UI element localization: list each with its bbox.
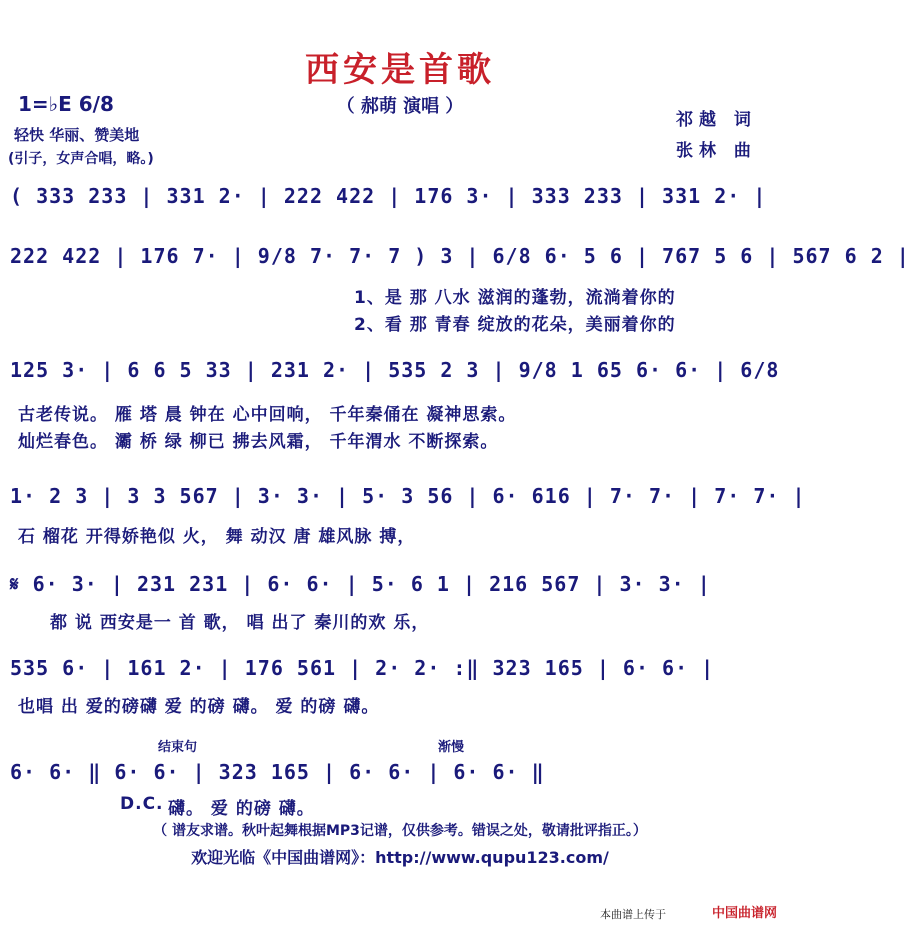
lyrics-row-4: 石 榴花 开得娇艳似 火， 舞 动汉 唐 雄风脉 搏， xyxy=(18,527,416,547)
intro-note: (引子，女声合唱，略。) xyxy=(8,151,154,167)
ritardando-mark: 渐慢 xyxy=(438,740,465,755)
upload-note: 本曲谱上传于 xyxy=(600,908,666,921)
notation-row-5: 𝄋 6· 3· | 231 231 | 6· 6· | 5· 6 1 | 216 567 | 3· 3· | xyxy=(10,572,711,596)
dc-mark: D.C. xyxy=(120,794,164,814)
end-phrase-mark: 结束句 xyxy=(158,740,198,755)
lyricist-credit: 祁越 词 xyxy=(676,110,757,130)
page-title: 西安是首歌 xyxy=(305,50,495,90)
lyrics-row-6: 也唱 出 爱的磅礴 爱 的磅 礴。 爱 的磅 礴。 xyxy=(18,697,380,717)
key-signature: 1=♭E 6/8 xyxy=(18,92,114,116)
notation-row-7: 6· 6· ‖ 6· 6· | 323 165 | 6· 6· | 6· 6· ‖ xyxy=(10,760,545,784)
notation-row-2: 222 422 | 176 7· | 9/8 7· 7· 7 ) 3 | 6/8 6· 5 6 | 767 5 6 | 567 6 2 | xyxy=(10,244,910,268)
composer-credit: 张林 曲 xyxy=(676,141,757,161)
welcome-link[interactable]: 欢迎光临《中国曲谱网》：http://www.qupu123.com/ xyxy=(191,848,609,867)
lyrics-row-7: 礴。 爱 的磅 礴。 xyxy=(168,799,315,819)
lyrics-row-2-verse-1: 1、是 那 八水 滋润的蓬勃，流淌着你的 xyxy=(354,288,676,308)
notation-row-1: ( 333 233 | 331 2· | 222 422 | 176 3· | 333 233 | 331 2· | xyxy=(10,184,767,208)
lyrics-row-3-verse-2: 灿烂春色。 灞 桥 绿 柳已 拂去风霜， 千年渭水 不断探索。 xyxy=(18,432,499,452)
lyrics-row-2-verse-2: 2、看 那 青春 绽放的花朵，美丽着你的 xyxy=(354,315,676,335)
tempo-marking: 轻快 华丽、赞美地 xyxy=(14,126,140,144)
notation-row-3: 125 3· | 6 6 5 33 | 231 2· | 535 2 3 | 9/8 1 65 6· 6· | 6/8 xyxy=(10,358,780,382)
site-logo[interactable]: 中国曲谱网 xyxy=(712,906,778,921)
transcription-note: （ 谱友求谱。秋叶起舞根据MP3记谱，仅供参考。错误之处，敬请批评指正。） xyxy=(153,823,647,839)
lyrics-row-5: 都 说 西安是一 首 歌， 唱 出了 秦川的欢 乐， xyxy=(50,613,430,633)
singer-credit: （ 郝萌 演唱 ） xyxy=(336,96,464,117)
lyrics-row-3-verse-1: 古老传说。 雁 塔 晨 钟在 心中回响， 千年秦俑在 凝神思索。 xyxy=(18,405,517,425)
notation-row-6: 535 6· | 161 2· | 176 561 | 2· 2· :‖ 323 165 | 6· 6· | xyxy=(10,656,715,680)
notation-row-4: 1· 2 3 | 3 3 567 | 3· 3· | 5· 3 56 | 6· 616 | 7· 7· | 7· 7· | xyxy=(10,484,806,508)
